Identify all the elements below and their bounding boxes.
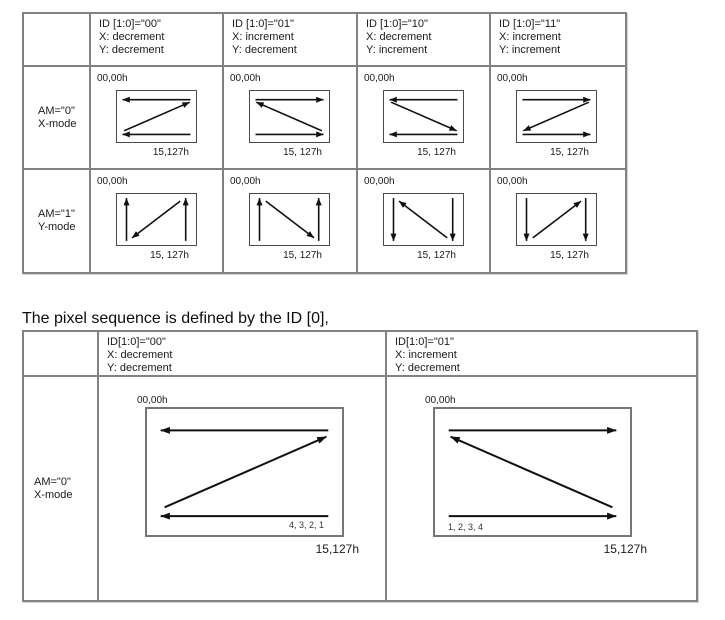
corner-coord-label: 15, 127h xyxy=(417,250,456,261)
origin-coord-label: 00,00h xyxy=(97,176,128,187)
pixel-order-label: 4, 3, 2, 1 xyxy=(288,520,324,530)
origin-coord-label: 00,00h xyxy=(425,395,456,406)
scan-area-rect xyxy=(249,193,330,246)
section-heading: The pixel sequence is defined by the ID [0], xyxy=(22,310,329,327)
corner-coord-label: 15,127h xyxy=(603,542,647,556)
corner-coord-label: 15, 127h xyxy=(550,147,589,158)
address-mode-scan-table xyxy=(22,12,627,274)
scan-direction-arrows xyxy=(147,409,342,535)
corner-coord-label: 15, 127h xyxy=(283,147,322,158)
mode-name-label: X-mode xyxy=(34,488,73,501)
scan-area-rect xyxy=(383,193,464,246)
scan-area-rect xyxy=(516,90,597,143)
id-bits-label: ID [1:0]="01" xyxy=(232,18,294,30)
corner-empty-cell xyxy=(24,332,99,377)
mode-name-label: Y-mode xyxy=(38,221,76,233)
scan-area-rect xyxy=(116,90,197,143)
scan-area-rect xyxy=(145,407,344,537)
x-direction-label: X: increment xyxy=(395,349,457,361)
scan-direction-arrows xyxy=(250,91,329,142)
id-bits-label: ID[1:0]="00" xyxy=(107,336,166,348)
id-bits-label: ID [1:0]="10" xyxy=(366,18,428,30)
row-header-y-mode xyxy=(24,170,91,272)
scan-direction-arrows xyxy=(117,91,196,142)
scan-direction-arrows xyxy=(384,194,463,245)
y-direction-label: Y: increment xyxy=(366,44,428,56)
scan-area-rect xyxy=(249,90,330,143)
id-bits-label: ID [1:0]="11" xyxy=(499,18,561,30)
scan-area-rect xyxy=(116,193,197,246)
scan-direction-arrows xyxy=(517,194,596,245)
corner-empty-cell xyxy=(24,14,91,67)
origin-coord-label: 00,00h xyxy=(364,73,395,84)
y-direction-label: Y: decrement xyxy=(99,44,164,56)
scan-direction-arrows xyxy=(517,91,596,142)
col-header-id01 xyxy=(387,332,696,377)
origin-coord-label: 00,00h xyxy=(230,73,261,84)
pixel-sequence-detail-table xyxy=(22,330,698,602)
col-header-id01 xyxy=(224,14,358,67)
am-mode-label: AM="0" xyxy=(34,475,71,488)
mode-name-label: X-mode xyxy=(38,117,77,130)
corner-coord-label: 15, 127h xyxy=(417,147,456,158)
corner-coord-label: 15, 127h xyxy=(283,250,322,261)
y-direction-label: Y: decrement xyxy=(232,44,297,56)
origin-coord-label: 00,00h xyxy=(97,73,128,84)
scan-direction-arrows xyxy=(117,194,196,245)
scan-direction-arrows xyxy=(384,91,463,142)
row-header-x-mode xyxy=(24,377,99,600)
y-direction-label: Y: decrement xyxy=(107,362,172,374)
corner-coord-label: 15,127h xyxy=(152,147,189,158)
corner-coord-label: 15, 127h xyxy=(550,250,589,261)
col-header-id10 xyxy=(358,14,491,67)
x-direction-label: X: increment xyxy=(499,31,561,43)
corner-coord-label: 15,127h xyxy=(315,542,359,556)
x-direction-label: X: increment xyxy=(232,31,294,43)
col-header-id11 xyxy=(491,14,625,67)
col-header-id00 xyxy=(99,332,387,377)
x-direction-label: X: decrement xyxy=(99,31,165,43)
origin-coord-label: 00,00h xyxy=(137,395,168,406)
scan-cell-x-id00 xyxy=(91,67,224,170)
scan-cell-y-id11 xyxy=(491,170,625,272)
am-mode-label: AM="0" xyxy=(38,104,75,117)
id-bits-label: ID[1:0]="01" xyxy=(395,336,454,348)
pixel-order-label: 1, 2, 3, 4 xyxy=(448,522,484,532)
pixel-sequence-cell-id00 xyxy=(99,377,387,600)
scan-cell-x-id01 xyxy=(224,67,358,170)
x-direction-label: X: decrement xyxy=(366,31,432,43)
scan-cell-x-id10 xyxy=(358,67,491,170)
am-mode-label: AM="1" xyxy=(38,208,75,220)
scan-cell-y-id10 xyxy=(358,170,491,272)
col-header-id00 xyxy=(91,14,224,67)
y-direction-label: Y: decrement xyxy=(395,362,460,374)
scan-direction-arrows xyxy=(435,409,630,535)
scan-cell-y-id00 xyxy=(91,170,224,272)
pixel-sequence-cell-id01 xyxy=(387,377,696,600)
scan-cell-y-id01 xyxy=(224,170,358,272)
origin-coord-label: 00,00h xyxy=(497,176,528,187)
origin-coord-label: 00,00h xyxy=(497,73,528,84)
x-direction-label: X: decrement xyxy=(107,349,173,361)
row-header-x-mode xyxy=(24,67,91,170)
y-direction-label: Y: increment xyxy=(499,44,561,56)
scan-area-rect xyxy=(433,407,632,537)
scan-cell-x-id11 xyxy=(491,67,625,170)
scan-area-rect xyxy=(383,90,464,143)
origin-coord-label: 00,00h xyxy=(230,176,261,187)
scan-direction-arrows xyxy=(250,194,329,245)
corner-coord-label: 15, 127h xyxy=(150,250,189,261)
id-bits-label: ID [1:0]="00" xyxy=(99,18,161,30)
scan-area-rect xyxy=(516,193,597,246)
origin-coord-label: 00,00h xyxy=(364,176,395,187)
